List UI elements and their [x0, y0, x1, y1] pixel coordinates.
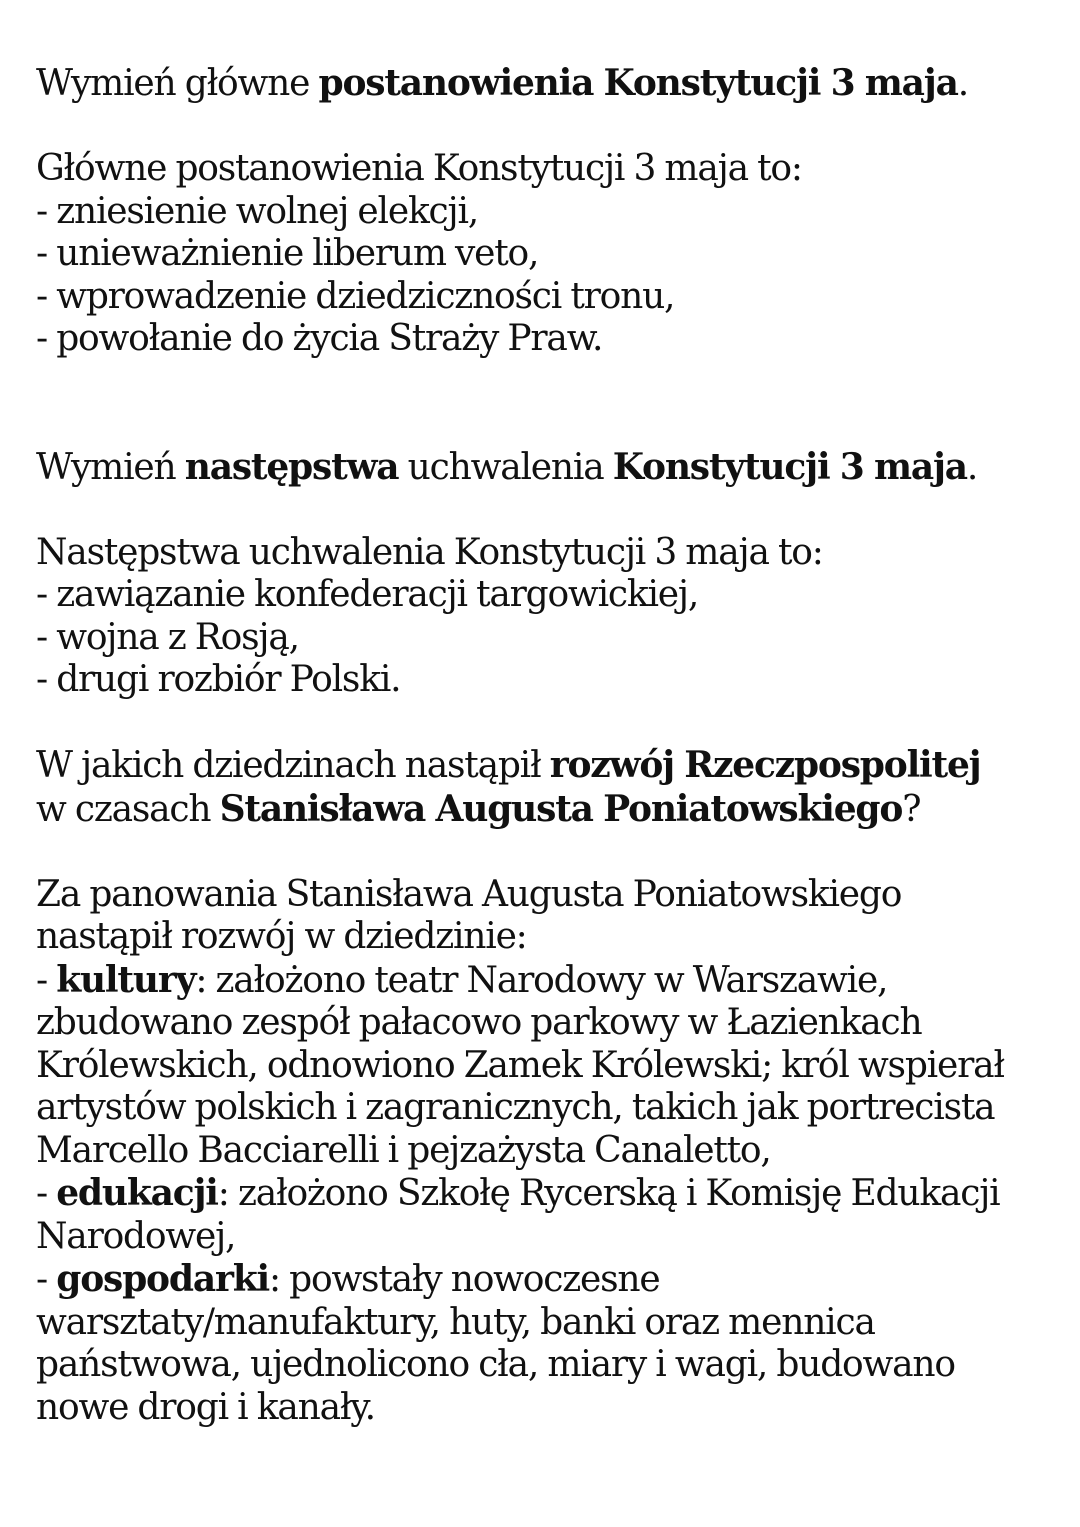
question-3-bold-development: rozwój Rzeczpospolitej — [549, 744, 981, 786]
economy-text: : powstały nowoczesne — [268, 1259, 660, 1300]
education-item — [36, 1172, 1056, 1216]
culture-text: : założono teatr Narodowy w Warszawie, — [195, 959, 888, 1001]
question-3-end: ? — [902, 788, 921, 830]
culture-term: kultury — [56, 958, 196, 1001]
economy-text-line: państwowa, ujednolicono cła, miary i wagi, budowano — [36, 1344, 955, 1385]
question-2-text-mid: uchwalenia — [398, 446, 613, 488]
question-2-end: . — [966, 446, 978, 488]
list-item: - zniesienie wolnej elekcji, — [36, 190, 479, 232]
education-text: : założono Szkołę Rycerską i Komisję Edukacji — [217, 1173, 1000, 1214]
culture-item — [36, 959, 1056, 1003]
answer-1-intro: Główne postanowienia Konstytucji 3 maja to: — [36, 148, 802, 189]
culture-text-line: artystów polskich i zagranicznych, takich jak portrecista — [36, 1087, 995, 1128]
culture-text-line: Marcello Bacciarelli i pejzażysta Canaletto, — [36, 1129, 771, 1171]
question-1-bold: postanowienia Konstytucji 3 maja — [318, 62, 958, 104]
list-item: - wojna z Rosją, — [36, 616, 299, 658]
question-1 — [36, 62, 1056, 106]
economy-text-line: warsztaty/manufaktury, huty, banki oraz mennica — [36, 1301, 875, 1343]
list-dash: - — [36, 1173, 57, 1214]
list-dash: - — [36, 959, 57, 1001]
list-item: - wprowadzenie dziedziczności tronu, — [36, 275, 675, 317]
question-2 — [36, 446, 1056, 490]
question-3-text-2: w czasach — [36, 788, 220, 830]
question-2-bold-constitution: Konstytucji 3 maja — [612, 445, 967, 488]
list-dash: - — [36, 1259, 57, 1300]
question-3-bold-king: Stanisława Augusta Poniatowskiego — [219, 787, 903, 830]
economy-item — [36, 1258, 1056, 1302]
list-item: - unieważnienie liberum veto, — [36, 233, 539, 274]
list-item: - zawiązanie konfederacji targowickiej, — [36, 574, 699, 615]
answer-3-intro-1: Za panowania Stanisława Augusta Poniatowskiego — [36, 873, 902, 915]
answer-2-intro: Następstwa uchwalenia Konstytucji 3 maja to: — [36, 531, 823, 573]
education-text-line: Narodowej, — [36, 1215, 236, 1257]
culture-text-line: Królewskich, odnowiono Zamek Królewski; król wspierał — [36, 1044, 1004, 1086]
question-2-text: Wymień — [36, 446, 185, 488]
question-1-text: Wymień główne — [36, 63, 319, 104]
list-item: - powołanie do życia Straży Praw. — [36, 318, 603, 359]
document-page — [36, 62, 1056, 1429]
question-1-end: . — [957, 63, 969, 104]
education-term: edukacji — [56, 1172, 218, 1214]
economy-text-line: nowe drogi i kanały. — [36, 1386, 375, 1428]
economy-term: gospodarki — [56, 1258, 269, 1300]
question-2-bold-consequences: następstwa — [184, 445, 399, 488]
culture-text-line: zbudowano zespół pałacowo parkowy w Łazienkach — [36, 1002, 922, 1043]
question-3-text: W jakich dziedzinach nastąpił — [36, 745, 550, 786]
question-3-line-1 — [36, 744, 1056, 788]
question-3-line-2 — [36, 788, 1056, 832]
list-item: - drugi rozbiór Polski. — [36, 659, 401, 700]
answer-3-intro-2: nastąpił rozwój w dziedzinie: — [36, 916, 527, 957]
